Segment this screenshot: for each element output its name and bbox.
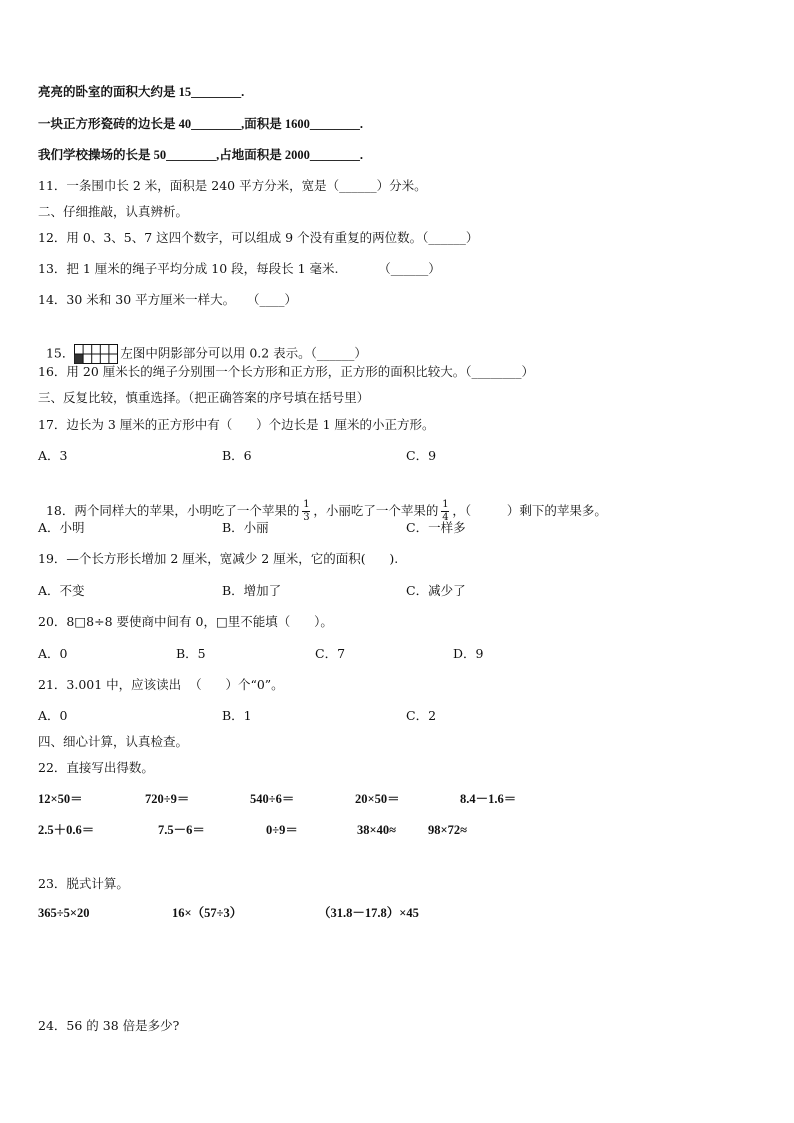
q18-option-c: C．一样多 [406, 520, 466, 535]
question-17: 17．边长为 3 厘米的正方形中有（ ）个边长是 1 厘米的小正方形。 [38, 417, 435, 432]
section-2-heading: 二、仔细推敲，认真辨析。 [38, 204, 189, 219]
fraction-denominator: 3 [303, 512, 310, 523]
q20-option-b: B．5 [176, 646, 206, 661]
q17-option-b: B．6 [222, 448, 252, 463]
fill-blank-line-3: 我们学校操场的长是 50________,占地面积是 2000________. [38, 148, 364, 162]
question-15-number: 15． [45, 345, 75, 361]
section-3-heading: 三、反复比较，慎重选择。（把正确答案的序号填在括号里） [38, 390, 370, 405]
q20-option-c: C．7 [315, 646, 346, 661]
question-14: 14．30 米和 30 平方厘米一样大。 （____） [38, 292, 298, 307]
calc-item: 2.5＋0.6＝ [38, 823, 95, 837]
calc-item: 0÷9＝ [266, 823, 298, 837]
question-19: 19．—个长方形长增加 2 厘米，宽减少 2 厘米，它的面积( ). [38, 551, 399, 566]
question-16: 16．用 20 厘米长的绳子分别围一个长方形和正方形，正方形的面积比较大。（________） [38, 364, 535, 379]
fill-blank-line-2: 一块正方形瓷砖的边长是 40________,面积是 1600________. [38, 117, 364, 131]
fraction-numerator: 1 [442, 499, 449, 510]
question-13: 13．把 1 厘米的绳子平均分成 10 段，每段长 1 毫米. （______） [38, 261, 441, 276]
q20-option-a: A．0 [38, 646, 68, 661]
calc-item: 8.4－1.6＝ [460, 792, 517, 806]
q18-option-b: B．小丽 [222, 520, 269, 535]
question-12: 12．用 0、3、5、7 这四个数字，可以组成 9 个没有重复的两位数。（______） [38, 230, 479, 245]
expression-item: （31.8－17.8）×45 [318, 906, 419, 920]
fraction-one-third [302, 500, 310, 523]
q19-option-c: C．减少了 [406, 583, 466, 598]
q17-option-a: A．3 [38, 448, 68, 463]
calc-item: 38×40≈ [357, 823, 396, 837]
question-24: 24．56 的 38 倍是多少? [38, 1018, 180, 1033]
q19-option-a: A．不变 [38, 583, 85, 598]
calc-item: 7.5－6＝ [158, 823, 205, 837]
fraction-numerator: 1 [303, 499, 310, 510]
calc-item: 720÷9＝ [145, 792, 190, 806]
calc-item: 540÷6＝ [250, 792, 295, 806]
question-18-text-c: ，（ ）剩下的苹果多。 [452, 503, 607, 518]
question-21: 21．3.001 中，应该读出 （ ）个“0”。 [38, 677, 284, 692]
question-18-text-b: ，小丽吃了一个苹果的 [313, 503, 439, 518]
q18-option-a: A．小明 [38, 520, 85, 535]
q21-option-b: B．1 [222, 708, 252, 723]
question-15-text: 左图中阴影部分可以用 0.2 表示。（______） [120, 345, 367, 361]
q19-option-b: B．增加了 [222, 583, 282, 598]
q17-option-c: C．9 [406, 448, 437, 463]
calc-item: 98×72≈ [428, 823, 467, 837]
calc-item: 12×50＝ [38, 792, 83, 806]
q21-option-c: C．2 [406, 708, 437, 723]
q20-option-d: D．9 [453, 646, 484, 661]
section-4-heading: 四、细心计算，认真检查。 [38, 734, 189, 749]
fill-blank-line-1: 亮亮的卧室的面积大约是 15________. [38, 85, 245, 99]
shaded-grid-figure [74, 344, 118, 364]
question-11: 11．一条围巾长 2 米，面积是 240 平方分米，宽是（______）分米。 [38, 178, 427, 193]
question-18-text-a: 18．两个同样大的苹果，小明吃了一个苹果的 [45, 503, 300, 518]
question-20: 20．8□8÷8 要使商中间有 0，□里不能填（ ）。 [38, 614, 333, 629]
question-22: 22．直接写出得数。 [38, 760, 154, 775]
question-18 [38, 484, 607, 523]
question-15 [38, 328, 367, 364]
expression-item: 365÷5×20 [38, 906, 90, 920]
expression-item: 16×（57÷3） [172, 906, 243, 920]
fraction-denominator: 4 [442, 512, 449, 523]
question-23: 23．脱式计算。 [38, 876, 129, 891]
q21-option-a: A．0 [38, 708, 68, 723]
calc-item: 20×50＝ [355, 792, 400, 806]
